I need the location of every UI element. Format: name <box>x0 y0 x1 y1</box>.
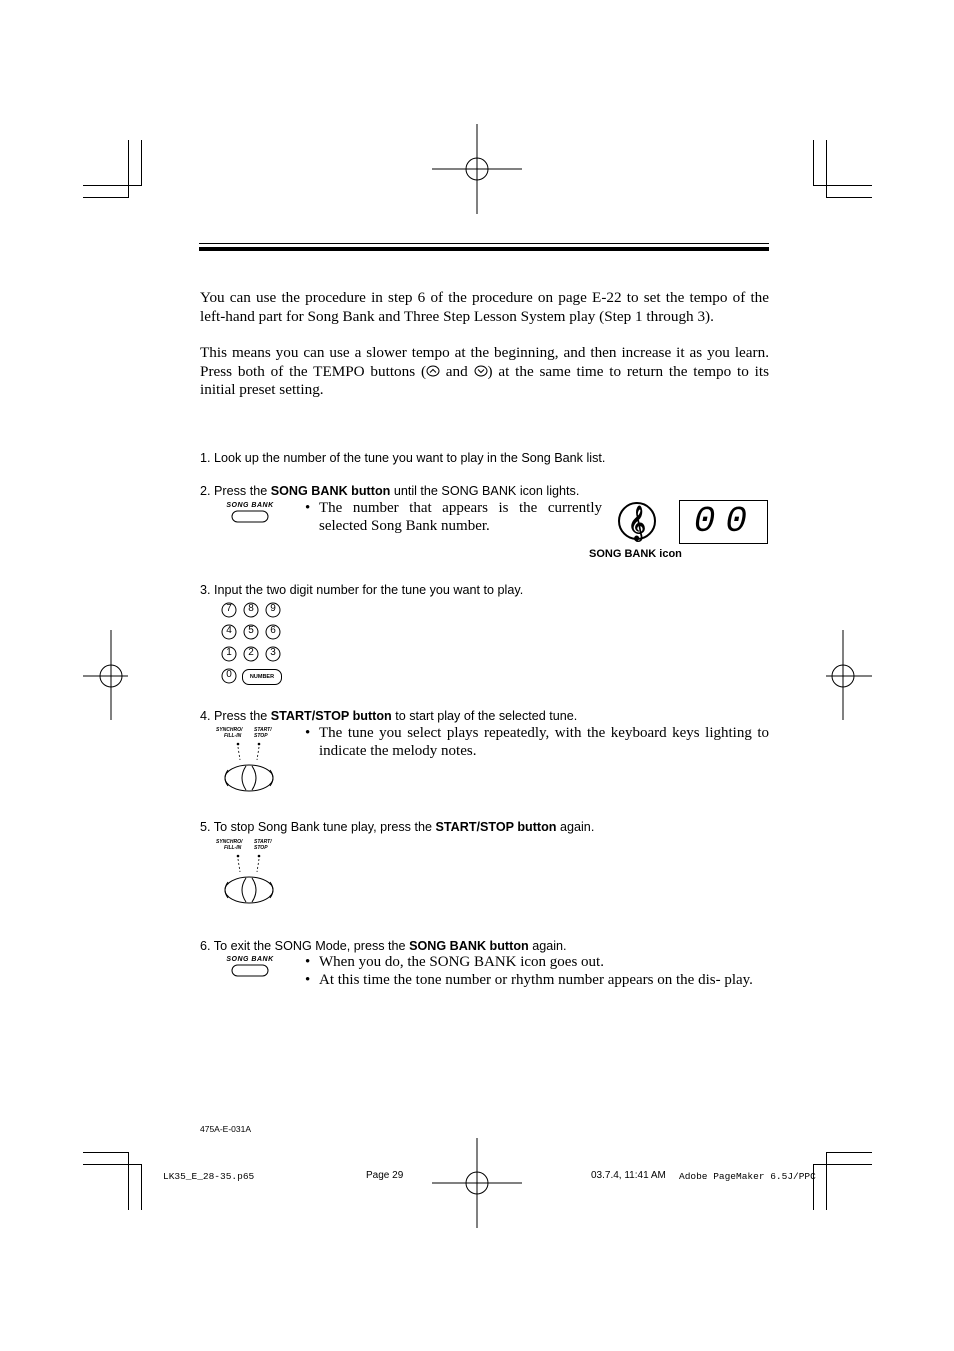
song-bank-icon-label: SONG BANK icon <box>589 548 682 560</box>
start-stop-illustration-1 <box>216 728 278 794</box>
tempo-down-icon <box>474 365 488 377</box>
song-bank-button-label: SONG BANK <box>226 502 274 509</box>
step-2-post: until the SONG BANK icon lights. <box>390 484 580 498</box>
step-4-bullet <box>305 725 769 760</box>
svg-text:𝄞: 𝄞 <box>628 506 646 541</box>
start-stop-button-shape <box>216 852 278 906</box>
lcd-display <box>679 500 768 544</box>
start-stop-label <box>254 840 272 851</box>
number-key-label: NUMBER <box>249 674 275 680</box>
step-5-pre: 5. To stop Song Bank tune play, press the <box>200 820 436 834</box>
key-label: 4 <box>226 625 232 636</box>
start-label-1: START/ <box>254 839 272 845</box>
key-7[interactable] <box>221 602 237 623</box>
step-6-pre: 6. To exit the SONG Mode, press the <box>200 939 410 953</box>
footer-page: Page 29 <box>366 1170 404 1181</box>
lcd-digits: 00 <box>693 501 757 542</box>
key-1[interactable] <box>221 646 237 667</box>
intro-paragraph-2 <box>200 344 769 400</box>
key-2[interactable] <box>243 646 259 667</box>
step-1: 1. Look up the number of the tune you want to play in the Song Bank list. <box>200 451 606 465</box>
song-bank-button-shape <box>224 509 276 523</box>
synchro-label-2: FILL-IN <box>224 732 242 739</box>
synchro-label-1: SYNCHRO/ <box>216 839 243 845</box>
intro-text-2a: This means you can use a slower tempo at the beginning, and then increase it as you learn. Press both of the TEMPO buttons ( <box>200 344 769 380</box>
step-2-pre: 2. Press the <box>200 484 271 498</box>
step-6-bullet-2-text: At this time the tone number or rhythm number appears on the dis- play. <box>319 972 753 988</box>
step-3: 3. Input the two digit number for the tune you want to play. <box>200 583 524 597</box>
step-4-bullet-text: The tune you select plays repeatedly, with the keyboard keys lighting to indicate the melody notes. <box>319 725 769 759</box>
key-label: 7 <box>226 603 232 614</box>
start-stop-illustration-2 <box>216 840 278 906</box>
step-5-post: again. <box>556 820 595 834</box>
key-0[interactable] <box>221 668 237 689</box>
song-bank-button-illustration-1 <box>224 502 276 528</box>
key-label: 9 <box>270 603 276 614</box>
song-bank-button-shape <box>224 963 276 977</box>
key-3[interactable] <box>265 646 281 667</box>
key-4[interactable] <box>221 624 237 645</box>
step-2-bullet <box>305 500 602 535</box>
key-label: 0 <box>226 669 232 680</box>
step-4-post: to start play of the selected tune. <box>391 709 578 723</box>
song-bank-button-label: SONG BANK <box>226 956 274 963</box>
key-9[interactable] <box>265 602 281 623</box>
step-4-pre: 4. Press the <box>200 709 271 723</box>
number-keypad <box>221 602 301 686</box>
bullet-dot: • <box>305 500 311 516</box>
step-6-post: again. <box>528 939 567 953</box>
document-code: 475A-E-031A <box>200 1124 252 1134</box>
footer-app: Adobe PageMaker 6.5J/PPC <box>679 1171 816 1182</box>
step-4 <box>200 709 577 724</box>
key-label: 2 <box>248 647 254 658</box>
song-bank-icon <box>616 500 658 542</box>
key-6[interactable] <box>265 624 281 645</box>
step-2-bold: SONG BANK button <box>270 484 391 498</box>
step-6-bullet-1 <box>305 954 769 972</box>
song-bank-button-illustration-2 <box>224 956 276 982</box>
step-5 <box>200 820 594 835</box>
intro-paragraph-1 <box>200 289 769 326</box>
synchro-label-2: FILL-IN <box>224 844 242 851</box>
synchro-label-1: SYNCHRO/ <box>216 727 243 733</box>
intro-text-2c: ) at the same time to return the tempo to its initial preset setting. <box>200 362 769 399</box>
footer-file: LK35_E_28-35.p65 <box>163 1171 255 1182</box>
step-2 <box>200 484 579 499</box>
step-2-bullet-text: The number that appears is the currently selected Song Bank number. <box>319 500 602 534</box>
intro-text-1: You can use the procedure in step 6 of the procedure on page E-22 to set the tempo of the left-hand part for Song Bank and Three Step Lesson System play (Step 1 through 3). <box>200 289 769 325</box>
key-label: 3 <box>270 647 276 658</box>
key-label: 8 <box>248 603 254 614</box>
bullet-dot: • <box>305 954 311 970</box>
key-label: 6 <box>270 625 276 636</box>
step-4-bold: START/STOP button <box>270 709 392 723</box>
header-rule-thin <box>199 243 769 244</box>
key-label: 1 <box>226 647 232 658</box>
start-stop-label <box>254 728 272 739</box>
bullet-dot: • <box>305 725 311 741</box>
step-6-bullet-1-text: When you do, the SONG BANK icon goes out. <box>319 954 604 970</box>
step-6 <box>200 939 567 954</box>
key-8[interactable] <box>243 602 259 623</box>
start-label-2: STOP <box>254 844 268 851</box>
intro-text-2b: and <box>440 362 474 380</box>
step-6-bullet-2 <box>305 972 769 990</box>
bullet-dot: • <box>305 972 311 988</box>
start-label-2: STOP <box>254 732 268 739</box>
tempo-up-icon <box>426 365 440 377</box>
footer-date: 03.7.4, 11:41 AM <box>591 1170 666 1181</box>
step-5-bold: START/STOP button <box>435 820 557 834</box>
synchro-label <box>216 840 242 851</box>
key-label: 5 <box>248 625 254 636</box>
synchro-label <box>216 728 242 739</box>
header-rule-thick <box>199 247 769 251</box>
start-stop-button-shape <box>216 740 278 794</box>
key-5[interactable] <box>243 624 259 645</box>
start-label-1: START/ <box>254 727 272 733</box>
step-6-bold: SONG BANK button <box>409 939 529 953</box>
number-key[interactable] <box>242 669 282 685</box>
